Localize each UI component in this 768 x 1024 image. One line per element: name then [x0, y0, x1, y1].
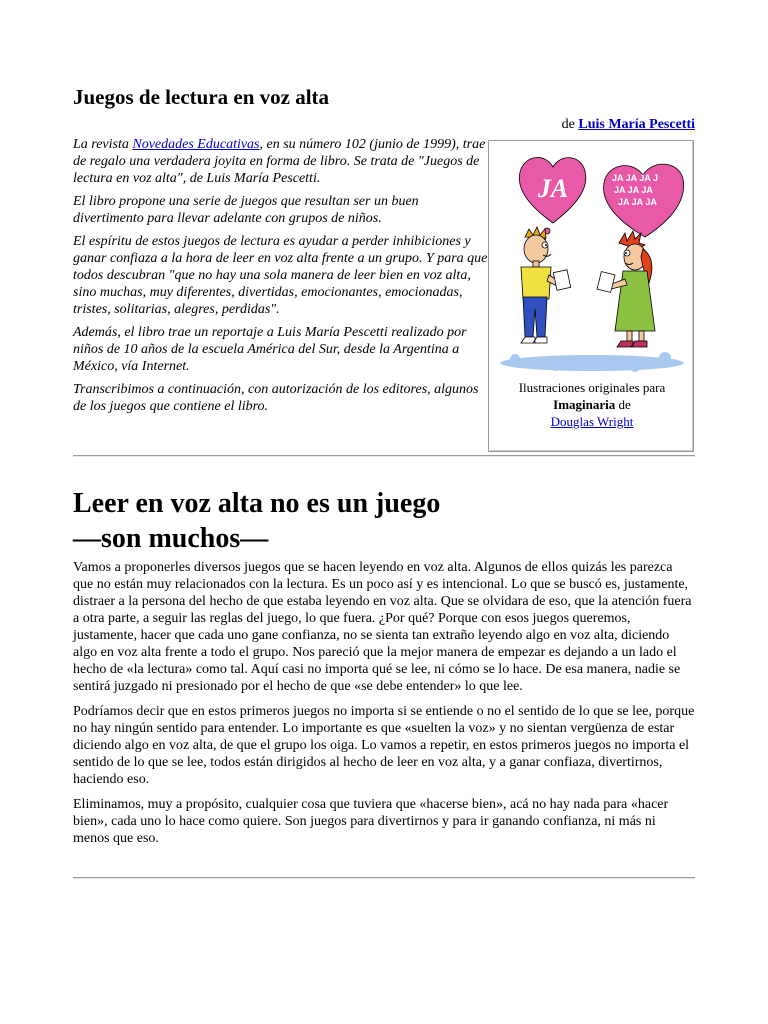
byline-prefix: de — [561, 117, 575, 132]
article-paragraph: Vamos a proponerles diversos juegos que se hacen leyendo en voz alta. Algunos de ellos quizás les parezca que no están muy relacionados con la lectura. Es un poco así y es intencional. Lo que se buscó es, justamente, distraer a la persona del hecho de que estaba leyendo en voz alta. Que se olvidara de eso, que la atención fuera a otra parte, a seguir las reglas del juego, lo que fuera. ¿Por qué? Porque con esos juegos queremos, justamente, hacer que cada uno gane confianza, no se sienta tan extraño leyendo algo en voz alta, diciendo algo en voz alta frente a todo el grupo. Nos pareció que la mejor manera de empezar es dejando a un lado el hecho de «la lectura» como tal. Aquí casi no importa qué se lee, ni cómo se lo hace. De esa manera, nadie se sentirá juzgado ni presionado por el hecho de que «se debe entender» lo que lee. — [73, 560, 692, 694]
intro-paragraph: Transcribimos a continuación, con autorización de los editores, algunos de los juegos que contiene el libro. — [73, 382, 479, 414]
article-heading — [73, 486, 440, 556]
heading-line2: —son muchos— — [73, 523, 269, 554]
ground-splash — [500, 352, 684, 372]
intro-p1-before: La revista — [73, 137, 133, 152]
article-paragraph: Podríamos decir que en estos primeros juegos no importa si se entiende o no el sentido de lo que se lee, porque no hay ningún sentido para entender. Lo importante es que «suelten la voz» y no sientan vergüenza de estar diciendo algo en voz alta, de que el grupo los oiga. Lo vamos a repetir, en estos primeros juegos no importa el sentido de lo que se lee, todos están dirigidos al hecho de leer en voz alta, y a ganar confiaza, divertirnos, haciendo eso. — [73, 704, 695, 787]
caption-bold: Imaginaria — [553, 397, 616, 412]
intro-paragraph: El libro propone una serie de juegos que resultan ser un buen divertimento para llevar adelante con grupos de niños. — [73, 194, 419, 226]
divider-top — [73, 455, 695, 457]
caption-line1: Ilustraciones originales para — [518, 380, 666, 395]
illustration-caption — [489, 379, 695, 430]
intro-section — [73, 136, 488, 421]
illustration-box — [488, 140, 694, 452]
intro-paragraph — [73, 136, 488, 187]
bubble-right-text: JA JA JA J JA JA JA JA JA JA — [612, 173, 659, 207]
illustrator-link[interactable]: Douglas Wright — [550, 414, 634, 429]
bubble-left-text: JA — [537, 174, 569, 203]
article-paragraph: Eliminamos, muy a propósito, cualquier cosa que tuviera que «hacerse bien», acá no hay nada para «hacer bien», cada uno lo hace como quiere. Son juegos para divertirnos y para ir ganando confianza, ni más ni menos que eso. — [73, 797, 669, 846]
intro-paragraph: El espíritu de estos juegos de lectura es ayudar a perder inhibiciones y ganar confiaza a la hora de leer en voz alta frente a un grupo. Y para que todos descubran "que no hay una sola manera de leer bien en voz alta, sino muchas, muy diferentes, divertidas, emocionantes, emocionadas, tristes, solitarias, alegres, perdidas". — [73, 234, 488, 317]
girl-figure — [597, 231, 655, 347]
heading-line1: Leer en voz alta no es un juego — [73, 488, 441, 519]
illustration-image — [495, 145, 689, 377]
byline — [562, 116, 695, 134]
right-heart-bubble — [604, 164, 684, 255]
article-body — [73, 559, 695, 855]
author-link[interactable]: Luis María Pescetti — [578, 117, 695, 132]
caption-de: de — [618, 397, 631, 412]
magazine-link[interactable]: Novedades Educativas — [132, 137, 260, 152]
page-title: Juegos de lectura en voz alta — [73, 85, 330, 109]
boy-figure — [521, 227, 571, 343]
intro-paragraph: Además, el libro trae un reportaje a Luis María Pescetti realizado por niños de 10 años de la escuela América del Sur, desde la Argentina a México, vía Internet. — [73, 325, 467, 374]
divider-bottom — [73, 877, 695, 879]
intro-p1-after: , en su número 102 (junio de 1999), trae de regalo una verdadera joyita en forma de libro. Se trata de "Juegos de lectura en voz alta", de Luis María Pescetti. — [73, 137, 486, 186]
